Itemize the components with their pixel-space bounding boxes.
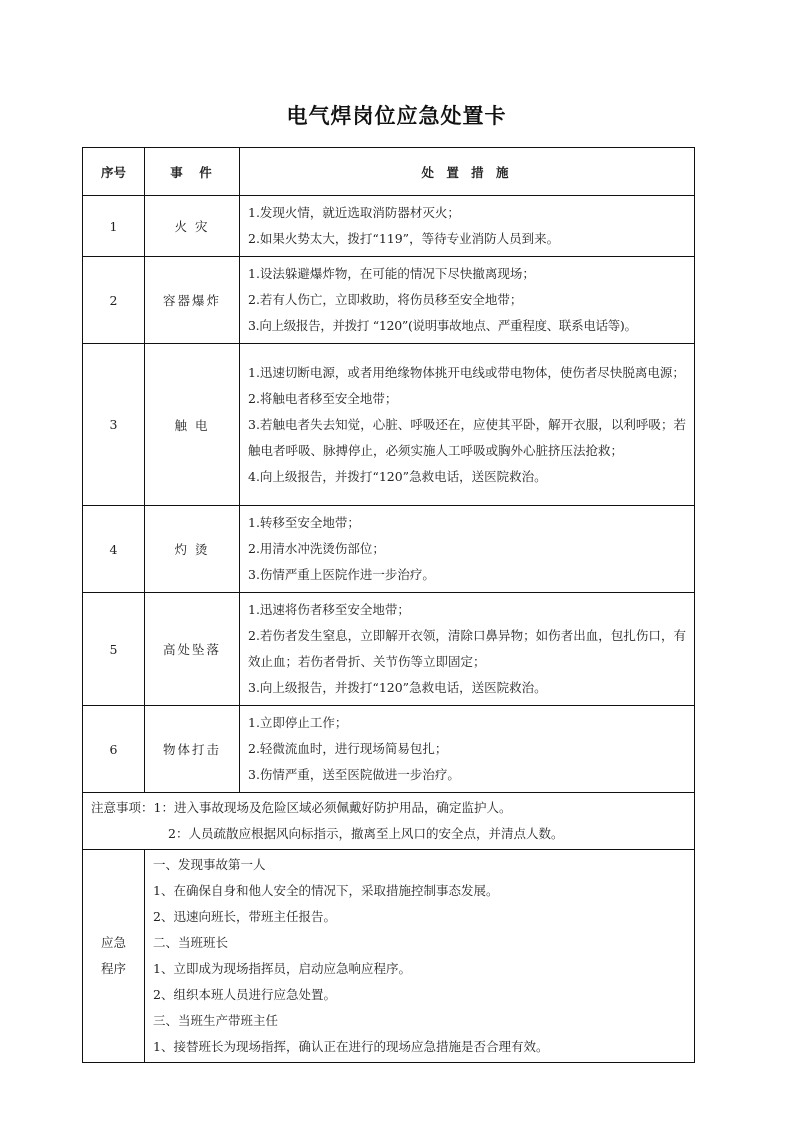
procedure-label xyxy=(83,850,145,1063)
measure-line: 1.发现火情，就近选取消防器材灭火； xyxy=(248,205,460,220)
measure-line: 3.伤情严重，送至医院做进一步治疗。 xyxy=(248,767,460,782)
procedure-line: 2、组织本班人员进行应急处置。 xyxy=(153,987,336,1002)
notes-row xyxy=(83,793,695,850)
row-measures xyxy=(240,257,695,344)
measure-line: 2.若伤者发生窒息，立即解开衣领，清除口鼻异物；如伤者出血，包扎伤口，有效止血；若伤者骨折、关节伤等立即固定； xyxy=(248,628,686,669)
procedure-row xyxy=(83,850,695,1063)
procedure-line: 三、当班生产带班主任 xyxy=(153,1013,279,1028)
measure-line: 1.迅速将伤者移至安全地带； xyxy=(248,602,410,617)
table-header-row xyxy=(83,148,695,196)
row-measures xyxy=(240,706,695,793)
row-event: 物体打击 xyxy=(145,706,240,793)
row-measures xyxy=(240,593,695,706)
measure-line: 3.若触电者失去知觉，心脏、呼吸还在，应使其平卧，解开衣服，以利呼吸；若触电者呼吸、脉搏停止，必须实施人工呼吸或胸外心脏挤压法抢救； xyxy=(248,416,686,458)
measure-line: 1.立即停止工作； xyxy=(248,715,348,730)
measure-line: 3.向上级报告，并拨打 “120”(说明事故地点、严重程度、联系电话等)。 xyxy=(248,318,637,333)
measure-line: 2.用清水冲洗烫伤部位； xyxy=(248,541,385,556)
row-measures xyxy=(240,506,695,593)
measure-line: 2.如果火势太大，拨打“119”，等待专业消防人员到来。 xyxy=(248,231,560,246)
header-event: 事 件 xyxy=(145,148,240,196)
page-title: 电气焊岗位应急处置卡 xyxy=(286,104,507,128)
row-measures xyxy=(240,196,695,257)
procedure-body xyxy=(145,850,695,1063)
table-row xyxy=(83,593,695,706)
table-row xyxy=(83,344,695,506)
procedure-line: 二、当班班长 xyxy=(153,935,229,950)
measure-line: 3.伤情严重上医院作进一步治疗。 xyxy=(248,567,435,582)
emergency-card-table xyxy=(82,147,695,1063)
measure-line: 2.将触电者移至安全地带； xyxy=(248,390,398,406)
table-row xyxy=(83,706,695,793)
note-line-2: 2：人员疏散应根据风向标指示，撤离至上风口的安全点，并清点人数。 xyxy=(168,826,564,841)
row-num: 2 xyxy=(83,257,145,344)
measure-line: 2.若有人伤亡，立即救助，将伤员移至安全地带； xyxy=(248,292,523,307)
row-event: 火 灾 xyxy=(145,196,240,257)
table-row xyxy=(83,257,695,344)
measure-line: 1.迅速切断电源，或者用绝缘物体挑开电线或带电物体，使伤者尽快脱离电源； xyxy=(248,364,685,380)
row-event: 容器爆炸 xyxy=(145,257,240,344)
notes-cell xyxy=(83,793,695,850)
row-event: 灼 烫 xyxy=(145,506,240,593)
measure-line: 4.向上级报告，并拨打“120”急救电话，送医院救治。 xyxy=(248,468,547,484)
procedure-line: 1、立即成为现场指挥员，启动应急响应程序。 xyxy=(153,961,411,976)
row-num: 6 xyxy=(83,706,145,793)
row-num: 4 xyxy=(83,506,145,593)
procedure-line: 一、发现事故第一人 xyxy=(153,857,266,872)
table-row xyxy=(83,196,695,257)
measure-line: 1.设法躲避爆炸物，在可能的情况下尽快撤离现场； xyxy=(248,266,535,281)
row-measures xyxy=(240,344,695,506)
procedure-label-line: 程序 xyxy=(100,961,126,976)
measure-line: 2.轻微流血时，进行现场简易包扎； xyxy=(248,741,448,756)
row-event: 高处坠落 xyxy=(145,593,240,706)
measure-line: 1.转移至安全地带； xyxy=(248,515,360,530)
row-num: 3 xyxy=(83,344,145,506)
header-measures: 处 置 措 施 xyxy=(240,148,695,196)
row-num: 5 xyxy=(83,593,145,706)
procedure-label-line: 应急 xyxy=(100,935,126,950)
row-num: 1 xyxy=(83,196,145,257)
procedure-line: 2、迅速向班长，带班主任报告。 xyxy=(153,909,336,924)
procedure-line: 1、在确保自身和他人安全的情况下，采取措施控制事态发展。 xyxy=(153,883,499,898)
header-num: 序号 xyxy=(83,148,145,196)
row-event: 触 电 xyxy=(145,344,240,506)
note-line-1: 注意事项：1：进入事故现场及危险区域必须佩戴好防护用品，确定监护人。 xyxy=(91,800,512,815)
table-row xyxy=(83,506,695,593)
measure-line: 3.向上级报告，并拨打“120”急救电话，送医院救治。 xyxy=(248,680,547,695)
procedure-line: 1、接替班长为现场指挥，确认正在进行的现场应急措施是否合理有效。 xyxy=(153,1039,549,1054)
